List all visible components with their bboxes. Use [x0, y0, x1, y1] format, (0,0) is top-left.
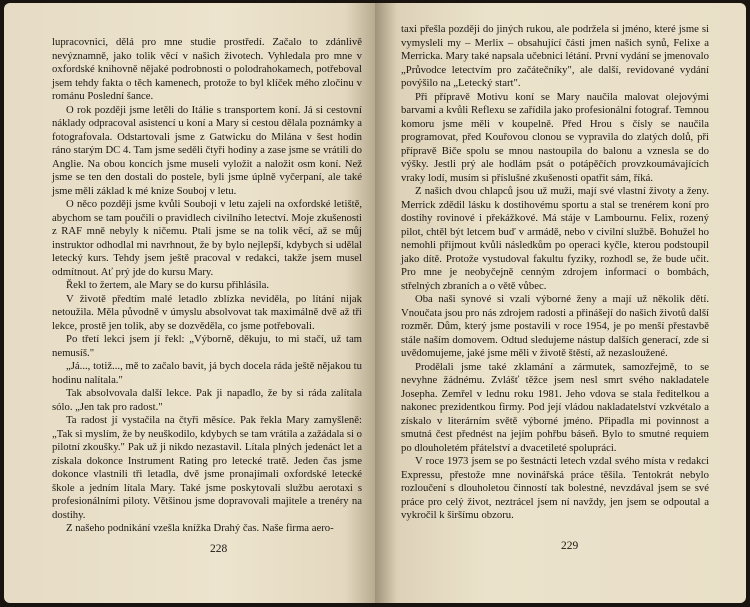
paragraph: Řekl to žertem, ale Mary se do kursu přihlásila.	[66, 279, 270, 291]
paragraph: Z našeho podnikání vzešla knížka Drahý čas. Naše firma aero-	[66, 522, 334, 534]
paragraph: Tak absolvovala další lekce. Pak ji napadlo, že by si ráda zalítala sólo. „Jen tak pro radost."	[52, 387, 362, 413]
paragraph: Z našich dvou chlapců jsou už muži, mají své vlastní životy a ženy. Merrick zdědil lásku k dostihovému sportu a stal se trenérem koní pro dostihy rovinové i překážkové. Má stáje v Lambournu. Felix, rozený pilot, chtěl být letcem buď v armádě, nebo v civilní službě. Bohužel ho nemohli přijmout kvůli následkům po operaci kyčle, kterou podstoupil jako dítě. Protože vystudoval fakultu fyziky, rozhodl se, že bude učit. Pro mne je neobyčejně cenným zdrojem informací o bombách, střelných zbraních a o větě vůbec.	[401, 185, 709, 292]
paragraph: Při přípravě Motivu koní se Mary naučila malovat olejovými barvami a kvůli Reflexu se zařídila jako profesionální fotograf. Temnou komoru jsme měli v koupelně. Před Hrou s čísly se naučila programovat, před Kouřovou clonou se vypravila do zlatých dolů, při přípravě Biče spolu se mnou nastoupila do balonu a vznesla se do výšky. Jestli prý ale hodlám psát o potápěčích provzkoumávajících vraky lodí, musím si příslušné zkušenosti opatřit sám, říká.	[401, 90, 709, 184]
left-page	[4, 3, 375, 603]
paragraph: O rok později jsme letěli do Itálie s transportem koní. Já si cestovní náklady odpracoval asistencí u koní a Mary si cestou dělala poznámky a fotografovala. Odstartovali jsme z Gatwicku do Milána v šest hodin ráno starým DC 4. Tam jsme seděli čtyři hodiny a zase jsme se vrátili do Anglie. Na obou koncích jsme museli vyložit a naložit osm koní. Než jsme se ten den dostali do postele, byli jsme úplně vyčerpaní, ale také jsme měli základ k mé knize Souboj v letu.	[52, 103, 362, 197]
paragraph: Oba naši synové si vzali výborné ženy a mají už několik dětí. Vnoučata jsou pro nás zdrojem radosti a přinášejí do našich životů další rozměr. Dům, který jsme postavili v roce 1954, je po menší přestavbě stále naším domovem. Odtud sledujeme nástup dalších generací, zde si uvědomujeme, jaké jsme měli v životě štěstí, až nezasloužené.	[401, 293, 709, 359]
page-number: 229	[561, 540, 579, 552]
paragraph: taxi přešla později do jiných rukou, ale podržela si jméno, které jsme si vymysleli my – Merlix – obsahující části jmen našich synů, Felixe a Merricka. Mary také napsala učebnici létání. První vydání se jmenovalo „Průvodce letectvím pro začátečníky", ale další, revidované vydání povýšilo na „Letecký start".	[401, 23, 709, 89]
paragraph: Ta radost jí vystačila na čtyři měsíce. Pak řekla Mary zamyšleně: „Tak si myslím, že by neuškodilo, kdybych se tam vrátila a zažádala si o pilotní zkoušky." Pak už ji nikdo nezastavil. Lítala plných jedenáct let a získala dokonce Instrument Rating pro letecké tratě. Jeden čas jsme dokonce vlastnili tři letadla, dvě jsme pronajímali oxfordské letecké škole a jedním lítala Mary. Také jsme poskytovali službu aerotaxi s profesionálními piloty. Většinou jsme dopravovali majitele a trenéry na dostihy.	[52, 414, 362, 521]
paragraph: „Já..., totiž..., mě to začalo bavit, já bych docela ráda ještě nějakou tu hodinu nalítala."	[52, 360, 362, 386]
paragraph: lupracovnici, dělá pro mne studie prostředí. Začalo to zdánlivě nevýznamně, jako tolik věcí v našich životech. Vyhledala pro mne v oxfordské knihovně nějaké podrobnosti o polodrahokamech, potřeboval jsem tehdy fakta o těch kamenech, protože to byl klíček mého zločinu v románu Poslední šance.	[52, 36, 362, 102]
page-number: 228	[210, 543, 228, 555]
paragraph: O něco později jsme kvůli Souboji v letu zajeli na oxfordské letiště, abychom se tam poučili o pravidlech civilního letectví. Moje zkušenosti z RAF mně nebyly k ničemu. Ptali jsme se na tolik věcí, až se můj instruktor odhodlal mi navrhnout, že by bylo nejlepší, kdybych si udělal letecký kurs. Tehdy jsem ještě pracoval v redakci, takže jsem musel odmítnout. Ať prý jde do kursu Mary.	[52, 198, 362, 278]
paragraph: Po třetí lekci jsem jí řekl: „Výborně, děkuju, to mi stačí, už tam nemusíš."	[52, 333, 362, 359]
paragraph: V životě předtím malé letadlo zblízka neviděla, po lítání nijak netoužila. Měla původně v úmyslu absolvovat tak maximálně dvě až tři lekce, prostě jen tolik, aby se dozvěděla, co jsme potřebovali.	[52, 292, 362, 332]
paragraph: Prodělali jsme také zklamání a zármutek, samozřejmě, to se nevyhne žádnému. Zvlášť těžce jsem nesl smrt svého nakladatele Josepha. Zemřel v lednu roku 1981. Jeho vdova se stala ředitelkou a nakonec prezidentkou firmy. Pod její vládou nakladatelství vzkvétalo a získalo v literárním světě výborné jméno. Připadla mi povinnost a smutná čest přednést na jejím pohřbu báseň. Bylo to smutné requiem po dlouholetém přátelství a dvacetileté spolupráci.	[401, 360, 709, 454]
right-page-text	[401, 23, 709, 523]
left-page-text	[52, 36, 362, 536]
book-spread	[4, 3, 746, 603]
right-page	[375, 3, 746, 603]
paragraph: V roce 1973 jsem se po šestnácti letech vzdal svého místa v redakci Expressu, přestože mne novinářská práce těšila. Tentokrát nebylo rozloučení s dlouholetou činností tak bolestné, nevzdával jsem se své práce pro celý život, neztrácel jsem ní navždy, jen jsem se odpoutal a vykročil k širšímu obzoru.	[401, 455, 709, 521]
